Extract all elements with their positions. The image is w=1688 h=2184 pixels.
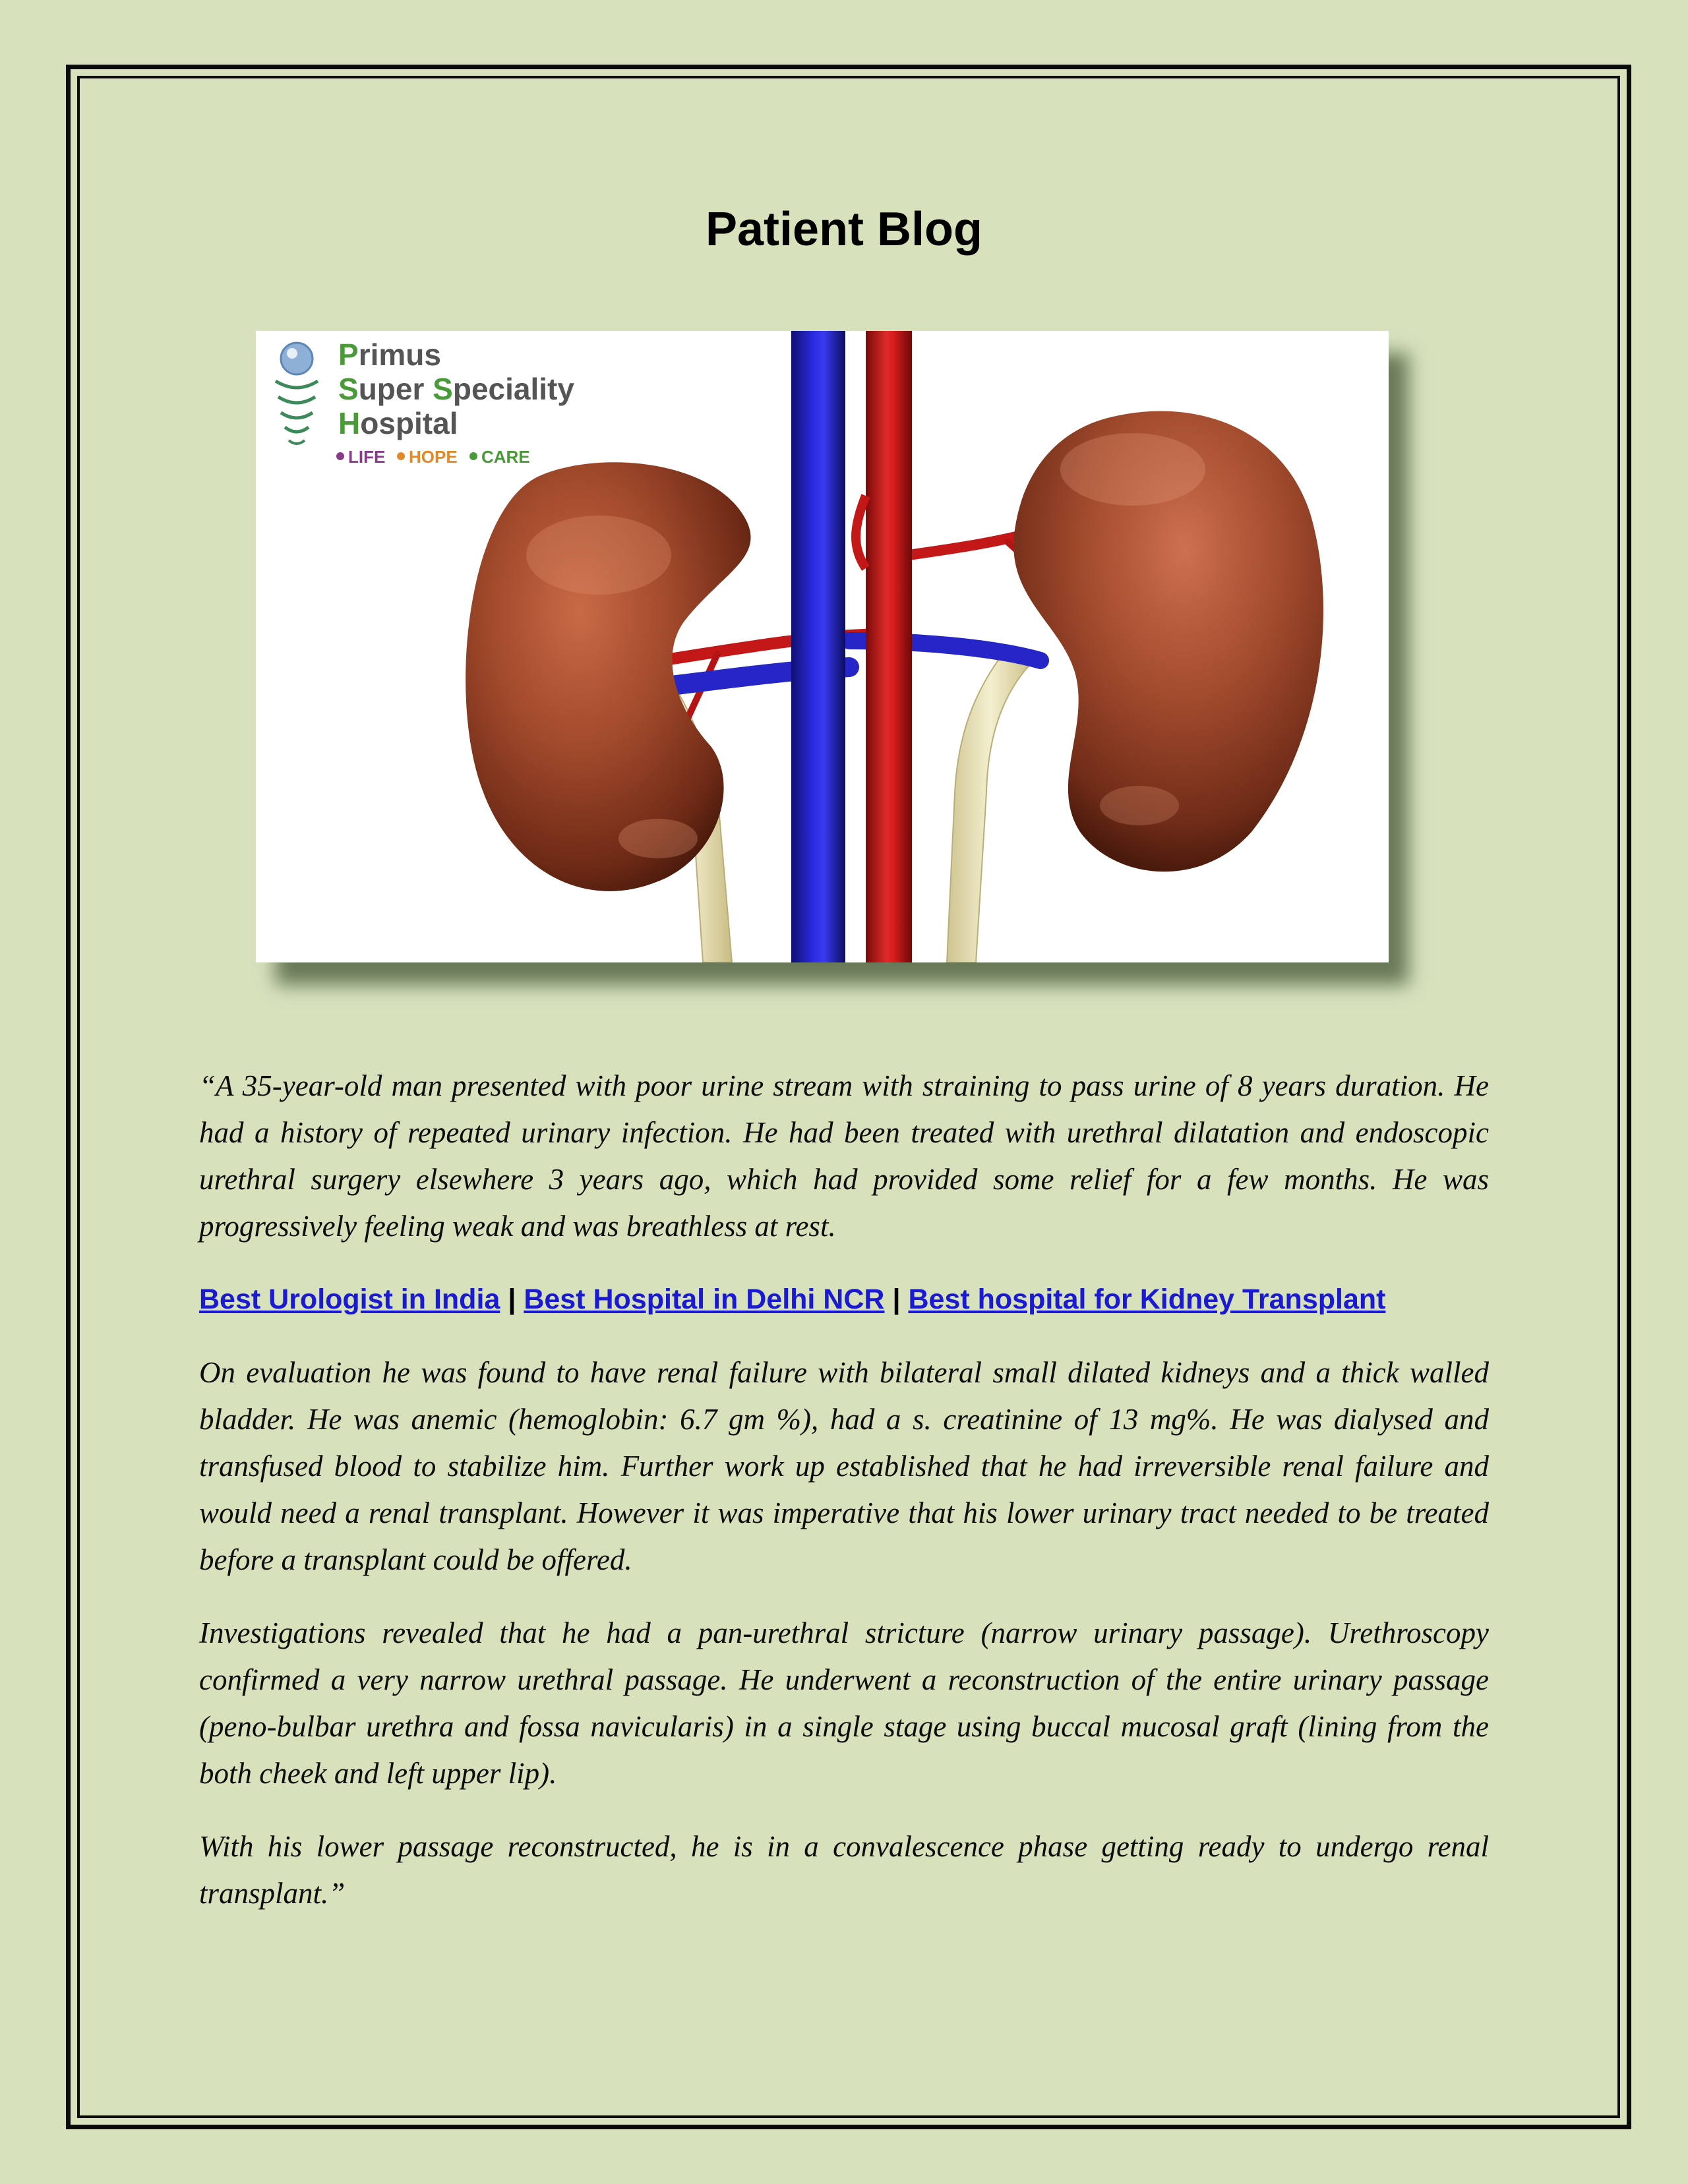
paragraph-conclusion: With his lower passage reconstructed, he is in a convalescence phase getting ready to undergo renal transplant.”: [199, 1830, 1489, 1910]
link-separator: |: [892, 1284, 901, 1315]
aorta: [866, 331, 912, 962]
page-title: Patient Blog: [705, 203, 982, 256]
logo-line1-rest: rimus: [358, 338, 441, 372]
link-best-urologist[interactable]: Best Urologist in India: [199, 1284, 500, 1315]
right-ureter: [947, 647, 1034, 962]
logo-letter-p: P: [338, 338, 359, 372]
vena-cava: [791, 331, 845, 962]
logo-tag-hope: HOPE: [409, 447, 458, 467]
logo-spiral-icon: [276, 343, 318, 444]
related-links: [199, 1276, 1489, 1323]
logo-tag-life: LIFE: [348, 447, 386, 467]
paragraph-investigations: Investigations revealed that he had a pan-urethral stricture (narrow urinary passage). Urethroscopy confirmed a very narrow urethral passage. He underwent a reconstruction of the entire urinary passage (peno-bulbar urethra and fossa navicularis) in a single stage using buccal mucosal graft (lining from the both cheek and left upper lip).: [199, 1616, 1489, 1790]
hospital-logo: [276, 338, 574, 467]
paragraph-evaluation: On evaluation he was found to have renal failure with bilateral small dilated kidneys and a thick walled bladder. He was anemic (hemoglobin: 6.7 gm %), had a s. creatinine of 13 mg%. He was dialysed and transfused blood to stabilize him. Further work up established that he had irreversible renal failure and would need a renal transplant. However it was imperative that his lower urinary tract needed to be treated before a transplant could be offered.: [199, 1356, 1489, 1576]
kidney-illustration: [256, 331, 1389, 962]
logo-tag-care: CARE: [481, 447, 530, 467]
link-best-hospital-delhi[interactable]: Best Hospital in Delhi NCR: [524, 1284, 885, 1315]
paragraph-case-presentation: “A 35-year-old man presented with poor urine stream with straining to pass urine of 8 years duration. He had a history of repeated urinary infection. He had been treated with urethral dilatation and endoscopic urethral surgery elsewhere 3 years ago, which had provided some relief for a few months. He was progressively feeling weak and was breathless at rest.: [199, 1069, 1489, 1243]
link-kidney-transplant[interactable]: Best hospital for Kidney Transplant: [908, 1284, 1386, 1315]
link-separator: |: [508, 1284, 516, 1315]
article-body: [199, 1063, 1489, 1943]
svg-text:Primus: [338, 338, 441, 372]
svg-text:Super Speciality: Super Speciality: [338, 372, 574, 406]
svg-text:Hospital: Hospital: [338, 406, 458, 440]
